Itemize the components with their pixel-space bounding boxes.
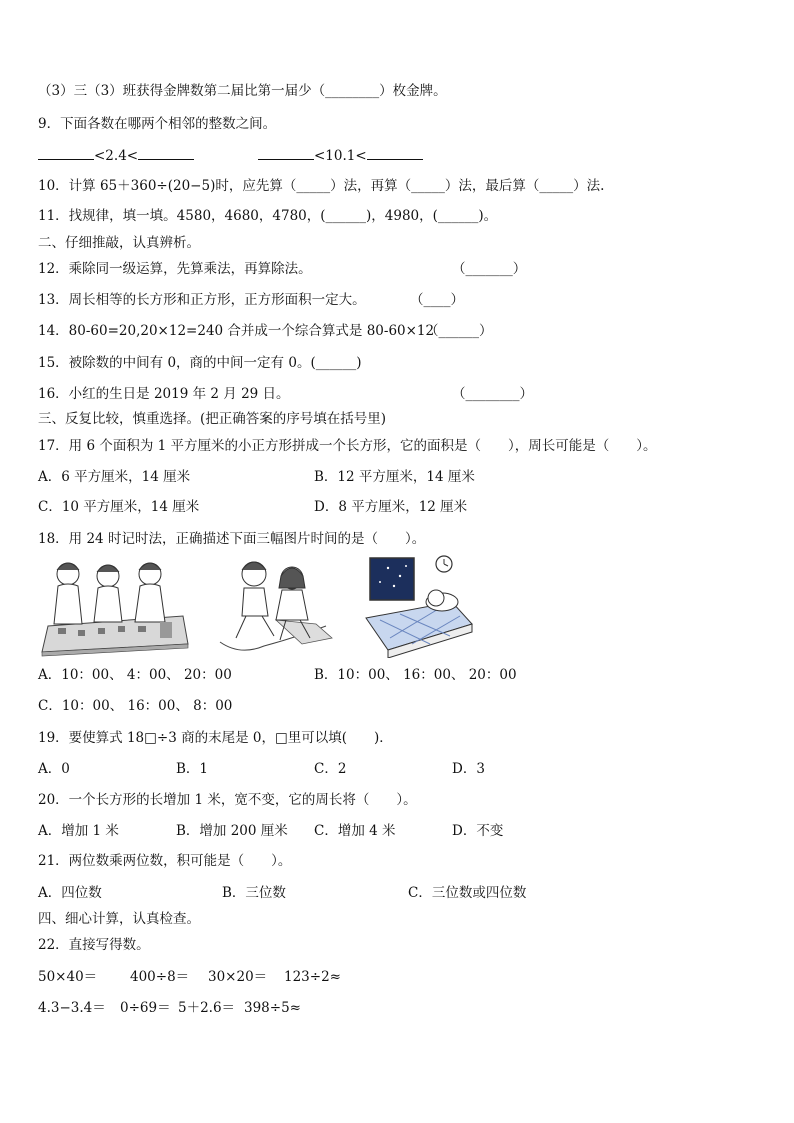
q18-option-c[interactable]: C．10：00、 16：00、 8：00 <box>38 698 233 714</box>
q19-option-a[interactable]: A．0 <box>38 761 70 777</box>
q22-item: 5＋2.6＝ <box>178 1000 236 1016</box>
q21-option-b[interactable]: B．三位数 <box>222 885 286 901</box>
q20-option-b[interactable]: B．增加 200 厘米 <box>176 823 288 839</box>
q14-text: 14．80-60=20,20×12=240 合并成一个综合算式是 80-60×12 <box>38 323 435 339</box>
q17-option-a[interactable]: A．6 平方厘米，14 厘米 <box>38 469 191 485</box>
q9-blank-group-b <box>258 146 423 165</box>
q20-option-a[interactable]: A．增加 1 米 <box>38 823 119 839</box>
q19-stem: 19．要使算式 18□÷3 商的末尾是 0，□里可以填( )． <box>38 730 393 746</box>
q20-option-d[interactable]: D．不变 <box>452 823 504 839</box>
q11-text: 11．找规律，填一填。4580，4680，4780，(______)，4980，(______)。 <box>38 208 498 224</box>
q22-item: 400÷8＝ <box>130 969 190 985</box>
child-sleeping-night-illustration <box>360 554 478 658</box>
q18-option-a[interactable]: A．10：00、 4：00、 20：00 <box>38 667 232 683</box>
q22-item: 0÷69＝ <box>120 1000 171 1016</box>
q22-item: 398÷5≈ <box>244 1000 301 1016</box>
q9-blank-group-a <box>38 146 194 165</box>
q19-option-c[interactable]: C．2 <box>314 761 347 777</box>
q3-3-text: （3）三（3）班获得金牌数第二届比第一届少（________）枚金牌。 <box>38 83 447 99</box>
q13-answer-paren[interactable]: （____） <box>410 292 464 308</box>
kids-at-table-illustration <box>38 556 190 658</box>
q17-option-d[interactable]: D．8 平方厘米，12 厘米 <box>314 499 468 515</box>
answer-blank[interactable] <box>138 146 194 160</box>
q17-option-c[interactable]: C．10 平方厘米，14 厘米 <box>38 499 200 515</box>
q16-text: 16．小红的生日是 2019 年 2 月 29 日。 <box>38 386 290 402</box>
q14-answer-paren[interactable]: （______） <box>425 323 493 339</box>
q10-text: 10．计算 65＋360÷(20−5)时，应先算（_____）法，再算（_____）法，最后算（_____）法. <box>38 178 605 194</box>
q9-inequality-b: <10.1< <box>314 148 367 164</box>
q22-item: 50×40＝ <box>38 969 98 985</box>
section-4-heading: 四、细心计算，认真检查。 <box>38 911 200 927</box>
q17-stem: 17．用 6 个面积为 1 平方厘米的小正方形拼成一个长方形，它的面积是（ ），周长可能是（ ）。 <box>38 438 657 454</box>
q21-option-c[interactable]: C．三位数或四位数 <box>408 885 527 901</box>
q12-answer-paren[interactable]: （_______） <box>452 261 527 277</box>
q9-inequality-a: <2.4< <box>94 148 139 164</box>
q21-option-a[interactable]: A．四位数 <box>38 885 102 901</box>
q22-item: 4.3−3.4＝ <box>38 1000 106 1016</box>
q18-option-b[interactable]: B．10：00、 16：00、 20：00 <box>314 667 517 683</box>
q17-option-b[interactable]: B．12 平方厘米，14 厘米 <box>314 469 475 485</box>
q22-item: 30×20＝ <box>208 969 268 985</box>
kids-running-illustration <box>216 556 336 660</box>
q16-answer-paren[interactable]: （________） <box>452 386 533 402</box>
q18-stem: 18．用 24 时记时法，正确描述下面三幅图片时间的是（ ）。 <box>38 531 426 547</box>
answer-blank[interactable] <box>38 146 94 160</box>
q13-text: 13．周长相等的长方形和正方形，正方形面积一定大。 <box>38 292 366 308</box>
q22-stem: 22．直接写得数。 <box>38 937 150 953</box>
q22-item: 123÷2≈ <box>284 969 341 985</box>
q20-stem: 20．一个长方形的长增加 1 米，宽不变，它的周长将（ ）。 <box>38 792 417 808</box>
q19-option-d[interactable]: D．3 <box>452 761 485 777</box>
section-2-heading: 二、仔细推敲，认真辨析。 <box>38 235 200 251</box>
answer-blank[interactable] <box>367 146 423 160</box>
q19-option-b[interactable]: B．1 <box>176 761 209 777</box>
q21-stem: 21．两位数乘两位数，积可能是（ ）。 <box>38 853 292 869</box>
section-3-heading: 三、反复比较，慎重选择。(把正确答案的序号填在括号里) <box>38 411 387 427</box>
q20-option-c[interactable]: C．增加 4 米 <box>314 823 396 839</box>
q15-text: 15．被除数的中间有 0，商的中间一定有 0。(______) <box>38 355 362 371</box>
answer-blank[interactable] <box>258 146 314 160</box>
q9-stem: 9．下面各数在哪两个相邻的整数之间。 <box>38 116 277 132</box>
q12-text: 12．乘除同一级运算，先算乘法，再算除法。 <box>38 261 312 277</box>
